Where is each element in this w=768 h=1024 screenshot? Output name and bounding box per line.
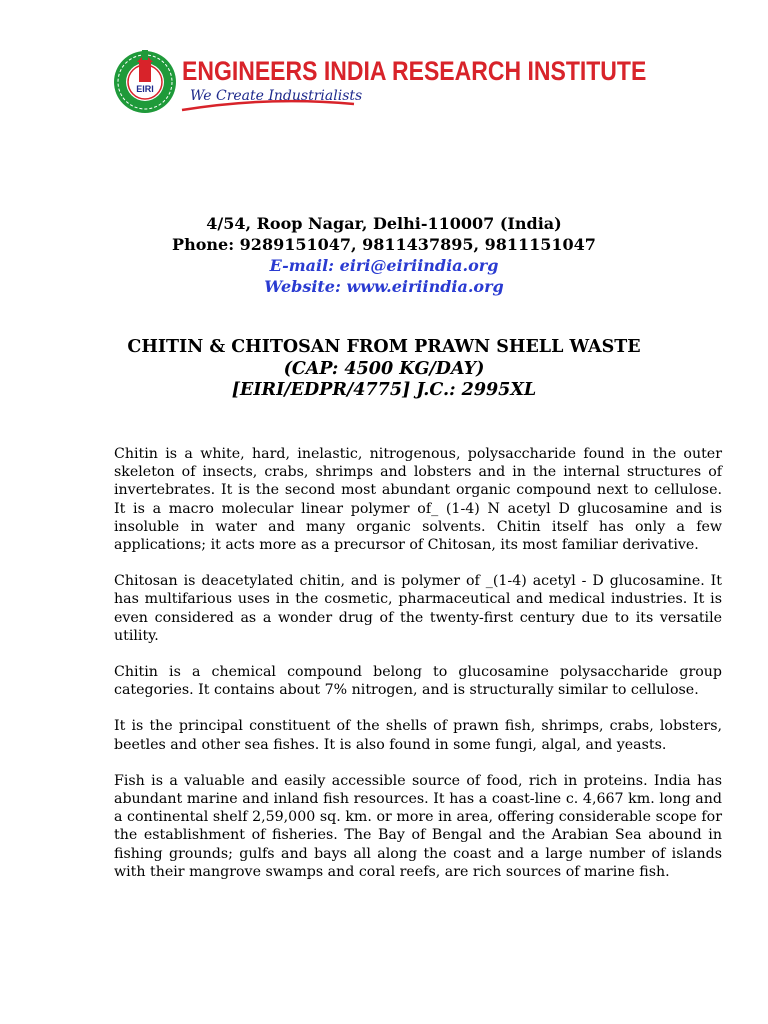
tagline: We Create Industrialists	[190, 88, 363, 104]
title-code: [EIRI/EDPR/4775] J.C.: 2995XL	[231, 380, 537, 400]
email-link[interactable]: E-mail: eiri@eiriindia.org	[269, 256, 499, 275]
paragraph: Fish is a valuable and easily accessible source of food, rich in proteins. India has abundant marine and inland fish resources. It has a coast-line c. 4,667 km. long and a continental shelf 2,59,000 sq. km. or more in area, offering considerable scope for the establishment of fisheries. The Bay of Bengal and the Arabian Sea abound in fishing grounds; gulfs and bays all along the coast and a large number of islands with their mangrove swamps and coral reefs, are rich sources of marine fish.	[114, 772, 722, 880]
address: 4/54, Roop Nagar, Delhi-110007 (India)	[206, 214, 562, 233]
title-capacity: (CAP: 4500 KG/DAY)	[283, 358, 485, 379]
phone: Phone: 9289151047, 9811437895, 9811151047	[172, 235, 596, 254]
document-title	[0, 337, 768, 402]
logo-text: EIRI	[136, 84, 154, 94]
contact-block	[0, 213, 768, 297]
website-link[interactable]: Website: www.eiriindia.org	[264, 277, 504, 296]
eiri-logo-seal	[112, 44, 178, 118]
paragraph: It is the principal constituent of the shells of prawn fish, shrimps, crabs, lobsters, beetles and other sea fishes. It is also found in some fungi, algal, and yeasts.	[114, 718, 722, 753]
header	[112, 44, 647, 124]
paragraph: Chitin is a chemical compound belong to glucosamine polysaccharide group categories. It contains about 7% nitrogen, and is structurally similar to cellulose.	[114, 664, 722, 699]
document-body	[114, 445, 722, 899]
paragraph: Chitin is a white, hard, inelastic, nitrogenous, polysaccharide found in the outer skeleton of insects, crabs, shrimps and lobsters and in the internal structures of invertebrates. It is the second most abundant organic compound next to cellulose. It is a macro molecular linear polymer of_ (1-4) N acetyl D glucosamine and is insoluble in water and many organic solvents. Chitin itself has only a few applications; it acts more as a precursor of Chitosan, its most familiar derivative.	[114, 446, 722, 554]
title-line-1: CHITIN & CHITOSAN FROM PRAWN SHELL WASTE	[127, 337, 641, 357]
paragraph: Chitosan is deacetylated chitin, and is polymer of _(1-4) acetyl - D glucosamine. It has multifarious uses in the cosmetic, pharmaceutical and medical industries. It is even considered as a wonder drug of the twenty-first century due to its versatile utility.	[114, 573, 722, 644]
org-name: ENGINEERS INDIA RESEARCH INSTITUTE	[182, 55, 647, 86]
